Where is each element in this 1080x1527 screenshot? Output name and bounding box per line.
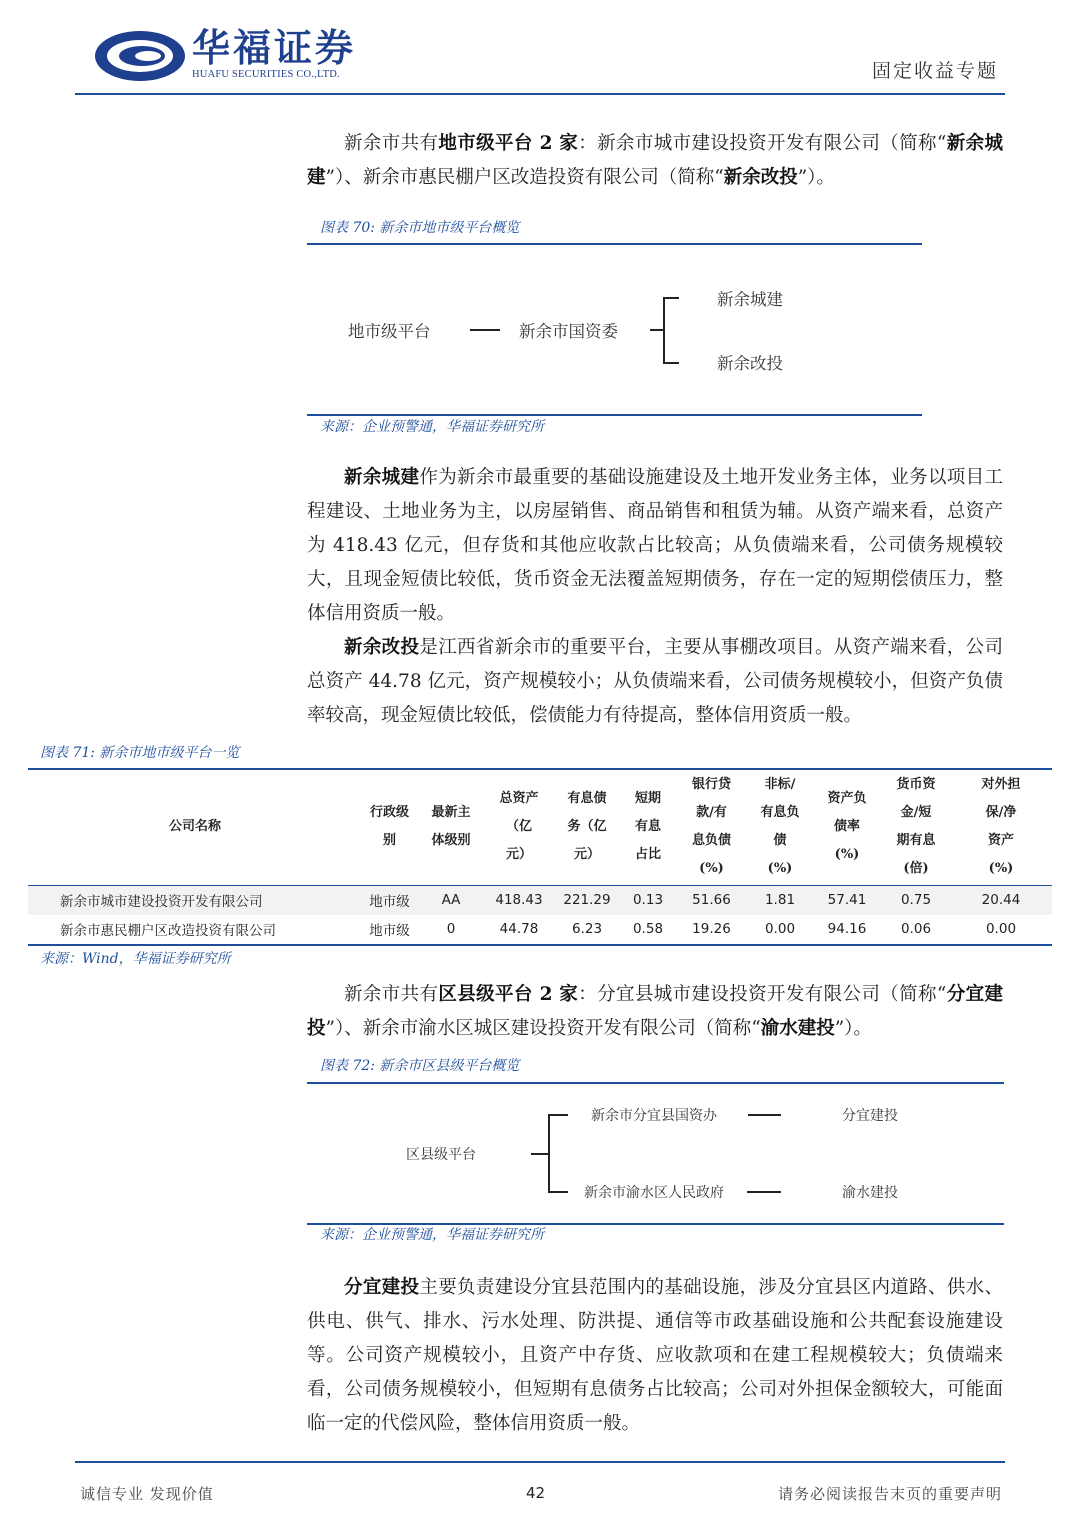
cell-admin-level: 地市级 (362, 885, 417, 915)
cell-debt-asset-ratio: 57.41 (812, 885, 882, 915)
cell-admin-level: 地市级 (369, 923, 410, 939)
footer-disclaimer: 请务必阅读报告末页的重要声明 (777, 1485, 1002, 1503)
cell-company: 新余市惠民棚户区改造投资有限公司 (60, 923, 276, 939)
cell-short-term-share: 0.58 (632, 921, 664, 937)
fig72-branch-bottom (548, 1191, 568, 1193)
cell-rating: 0 (446, 921, 456, 937)
fig72-branch-stem (531, 1153, 549, 1155)
col-header-bank-loan-ratio: 银行贷 款/有 息负债 (%) (691, 777, 731, 877)
cell-bank-loan-ratio: 51.66 (675, 885, 748, 915)
fig70-node-xinyu-gaitou: 新余改投 (717, 354, 783, 373)
cell-nonstandard-ratio: 0.00 (764, 921, 796, 937)
fig70-connector-line (470, 329, 500, 331)
fig70-branch-top (663, 297, 679, 299)
cell-nonstandard-ratio: 1.81 (748, 885, 812, 915)
fig72-node-fenyi-sasac: 新余市分宜县国资办 (591, 1108, 717, 1124)
cell-interest-debt: 6.23 (571, 921, 603, 937)
city-platform-table (28, 768, 1052, 946)
company-name-cn: 华福证券 (192, 26, 357, 70)
fig70-branch-stem (650, 329, 664, 331)
fig70-node-xinyu-chengjian: 新余城建 (717, 290, 783, 309)
intro-city-platforms-paragraph: 新余市共有地市级平台 2 家：新余市城市建设投资开发有限公司（简称“新余城建”）、新余市惠民棚户区改造投资有限公司（简称“新余改投”）。 (307, 133, 1003, 188)
page-number: 42 (526, 1484, 546, 1502)
company-name-en: HUAFU SECURITIES CO.,LTD. (192, 69, 340, 80)
fig70-branch-vertical (663, 297, 665, 363)
cell-interest-debt: 221.29 (553, 885, 621, 915)
fig72-node-yushui-government: 新余市渝水区人民政府 (584, 1185, 724, 1201)
company-logo-icon (92, 28, 188, 84)
col-header-interest-debt: 有息债 务（亿 元） (567, 791, 607, 863)
footer-divider (75, 1461, 1005, 1463)
col-header-company: 公司名称 (168, 819, 221, 835)
figure-70-top-rule (307, 243, 922, 245)
fig72-bottom-connector (747, 1191, 781, 1193)
xinyu-gaitou-paragraph: 新余改投是江西省新余市的重要平台，主要从事棚改项目。从资产端来看，公司总资产 44.78 亿元，资产规模较小；从负债端来看，公司债务规模较小，但资产负债率较高，现金短债比较低，偿债能力有待提高，整体信用资质一般。 (307, 637, 1003, 726)
footer-slogan: 诚信专业 发现价值 (80, 1485, 214, 1503)
col-header-rating: 最新主 体级别 (431, 805, 471, 849)
figure-72-caption: 图表 72: 新余市区县级平台概览 (320, 1058, 520, 1074)
fig72-node-fenyi-jiantou: 分宜建投 (842, 1108, 898, 1124)
cell-total-assets: 418.43 (485, 885, 553, 915)
fig72-branch-top (548, 1114, 568, 1116)
section-tag: 固定收益专题 (871, 60, 998, 82)
xinyu-chengjian-paragraph: 新余城建作为新余市最重要的基础设施建设及土地开发业务主体，业务以项目工程建设、土地业务为主，以房屋销售、商品销售和租赁为辅。从资产端来看，总资产为 418.43 亿元，但存货和其他应收款占比较高；从负债端来看，公司债务规模较大，且现金短债比较低，货币资金无法覆盖短期债务，存在一定的短期偿债压力，整体信用资质一般。 (307, 467, 1003, 624)
cell-guarantee-ratio: 0.00 (985, 921, 1017, 937)
fig70-node-sasac: 新余市国资委 (519, 322, 618, 341)
cell-cash-coverage: 0.06 (900, 921, 932, 937)
figure-72-top-rule (307, 1082, 1004, 1084)
fig70-branch-bottom (663, 362, 679, 364)
cell-debt-asset-ratio: 94.16 (827, 921, 867, 937)
figure-70-caption: 图表 70: 新余市地市级平台概览 (320, 220, 520, 236)
col-header-nonstandard-ratio: 非标/ 有息负 债 (%) (760, 777, 800, 877)
table-row (28, 915, 1052, 945)
fig72-node-yushui-jiantou: 渝水建投 (842, 1185, 898, 1201)
figure-72-source: 来源：企业预警通，华福证券研究所 (320, 1227, 544, 1243)
table-71-caption: 图表 71: 新余市地市级平台一览 (40, 745, 240, 761)
col-header-guarantee-ratio: 对外担 保/净 资产 (%) (981, 777, 1021, 877)
fig72-node-county-platform: 区县级平台 (406, 1147, 476, 1163)
figure-70-source: 来源：企业预警通，华福证券研究所 (320, 419, 544, 435)
fig72-branch-vertical (548, 1114, 550, 1192)
col-header-admin-level: 行政级 别 (369, 805, 409, 849)
cell-cash-coverage: 0.75 (882, 885, 950, 915)
table-71-source: 来源：Wind，华福证券研究所 (40, 951, 231, 967)
intro-county-platforms-paragraph: 新余市共有区县级平台 2 家：分宜县城市建设投资开发有限公司（简称“分宜建投”）、新余市渝水区城区建设投资开发有限公司（简称“渝水建投”）。 (307, 984, 1003, 1039)
cell-rating: AA (417, 885, 485, 915)
cell-total-assets: 44.78 (499, 921, 539, 937)
col-header-total-assets: 总资产 （亿 元） (499, 791, 539, 863)
fig70-node-city-platform: 地市级平台 (348, 322, 431, 341)
table-row (28, 885, 1052, 915)
fig72-top-connector (748, 1114, 781, 1116)
table-header-row (28, 769, 1052, 885)
cell-short-term-share: 0.13 (621, 885, 675, 915)
col-header-short-term-share: 短期 有息 占比 (634, 791, 661, 863)
header-divider (75, 93, 1005, 95)
fenyi-jiantou-paragraph: 分宜建投主要负责建设分宜县范围内的基础设施，涉及分宜县区内道路、供水、供电、供气、排水、污水处理、防洪提、通信等市政基础设施和公共配套设施建设等。公司资产规模较小，且资产中存货、应收款项和在建工程规模较大；负债端来看，公司债务规模较小，但短期有息债务占比较高；公司对外担保金额较大，可能面临一定的代偿风险，整体信用资质一般。 (307, 1277, 1003, 1434)
col-header-debt-asset-ratio: 资产负 债率 (%) (827, 791, 867, 863)
cell-company: 新余市城市建设投资开发有限公司 (28, 885, 362, 915)
cell-bank-loan-ratio: 19.26 (692, 921, 731, 937)
col-header-cash-coverage: 货币资 金/短 期有息 (倍) (896, 777, 936, 877)
cell-guarantee-ratio: 20.44 (950, 885, 1052, 915)
